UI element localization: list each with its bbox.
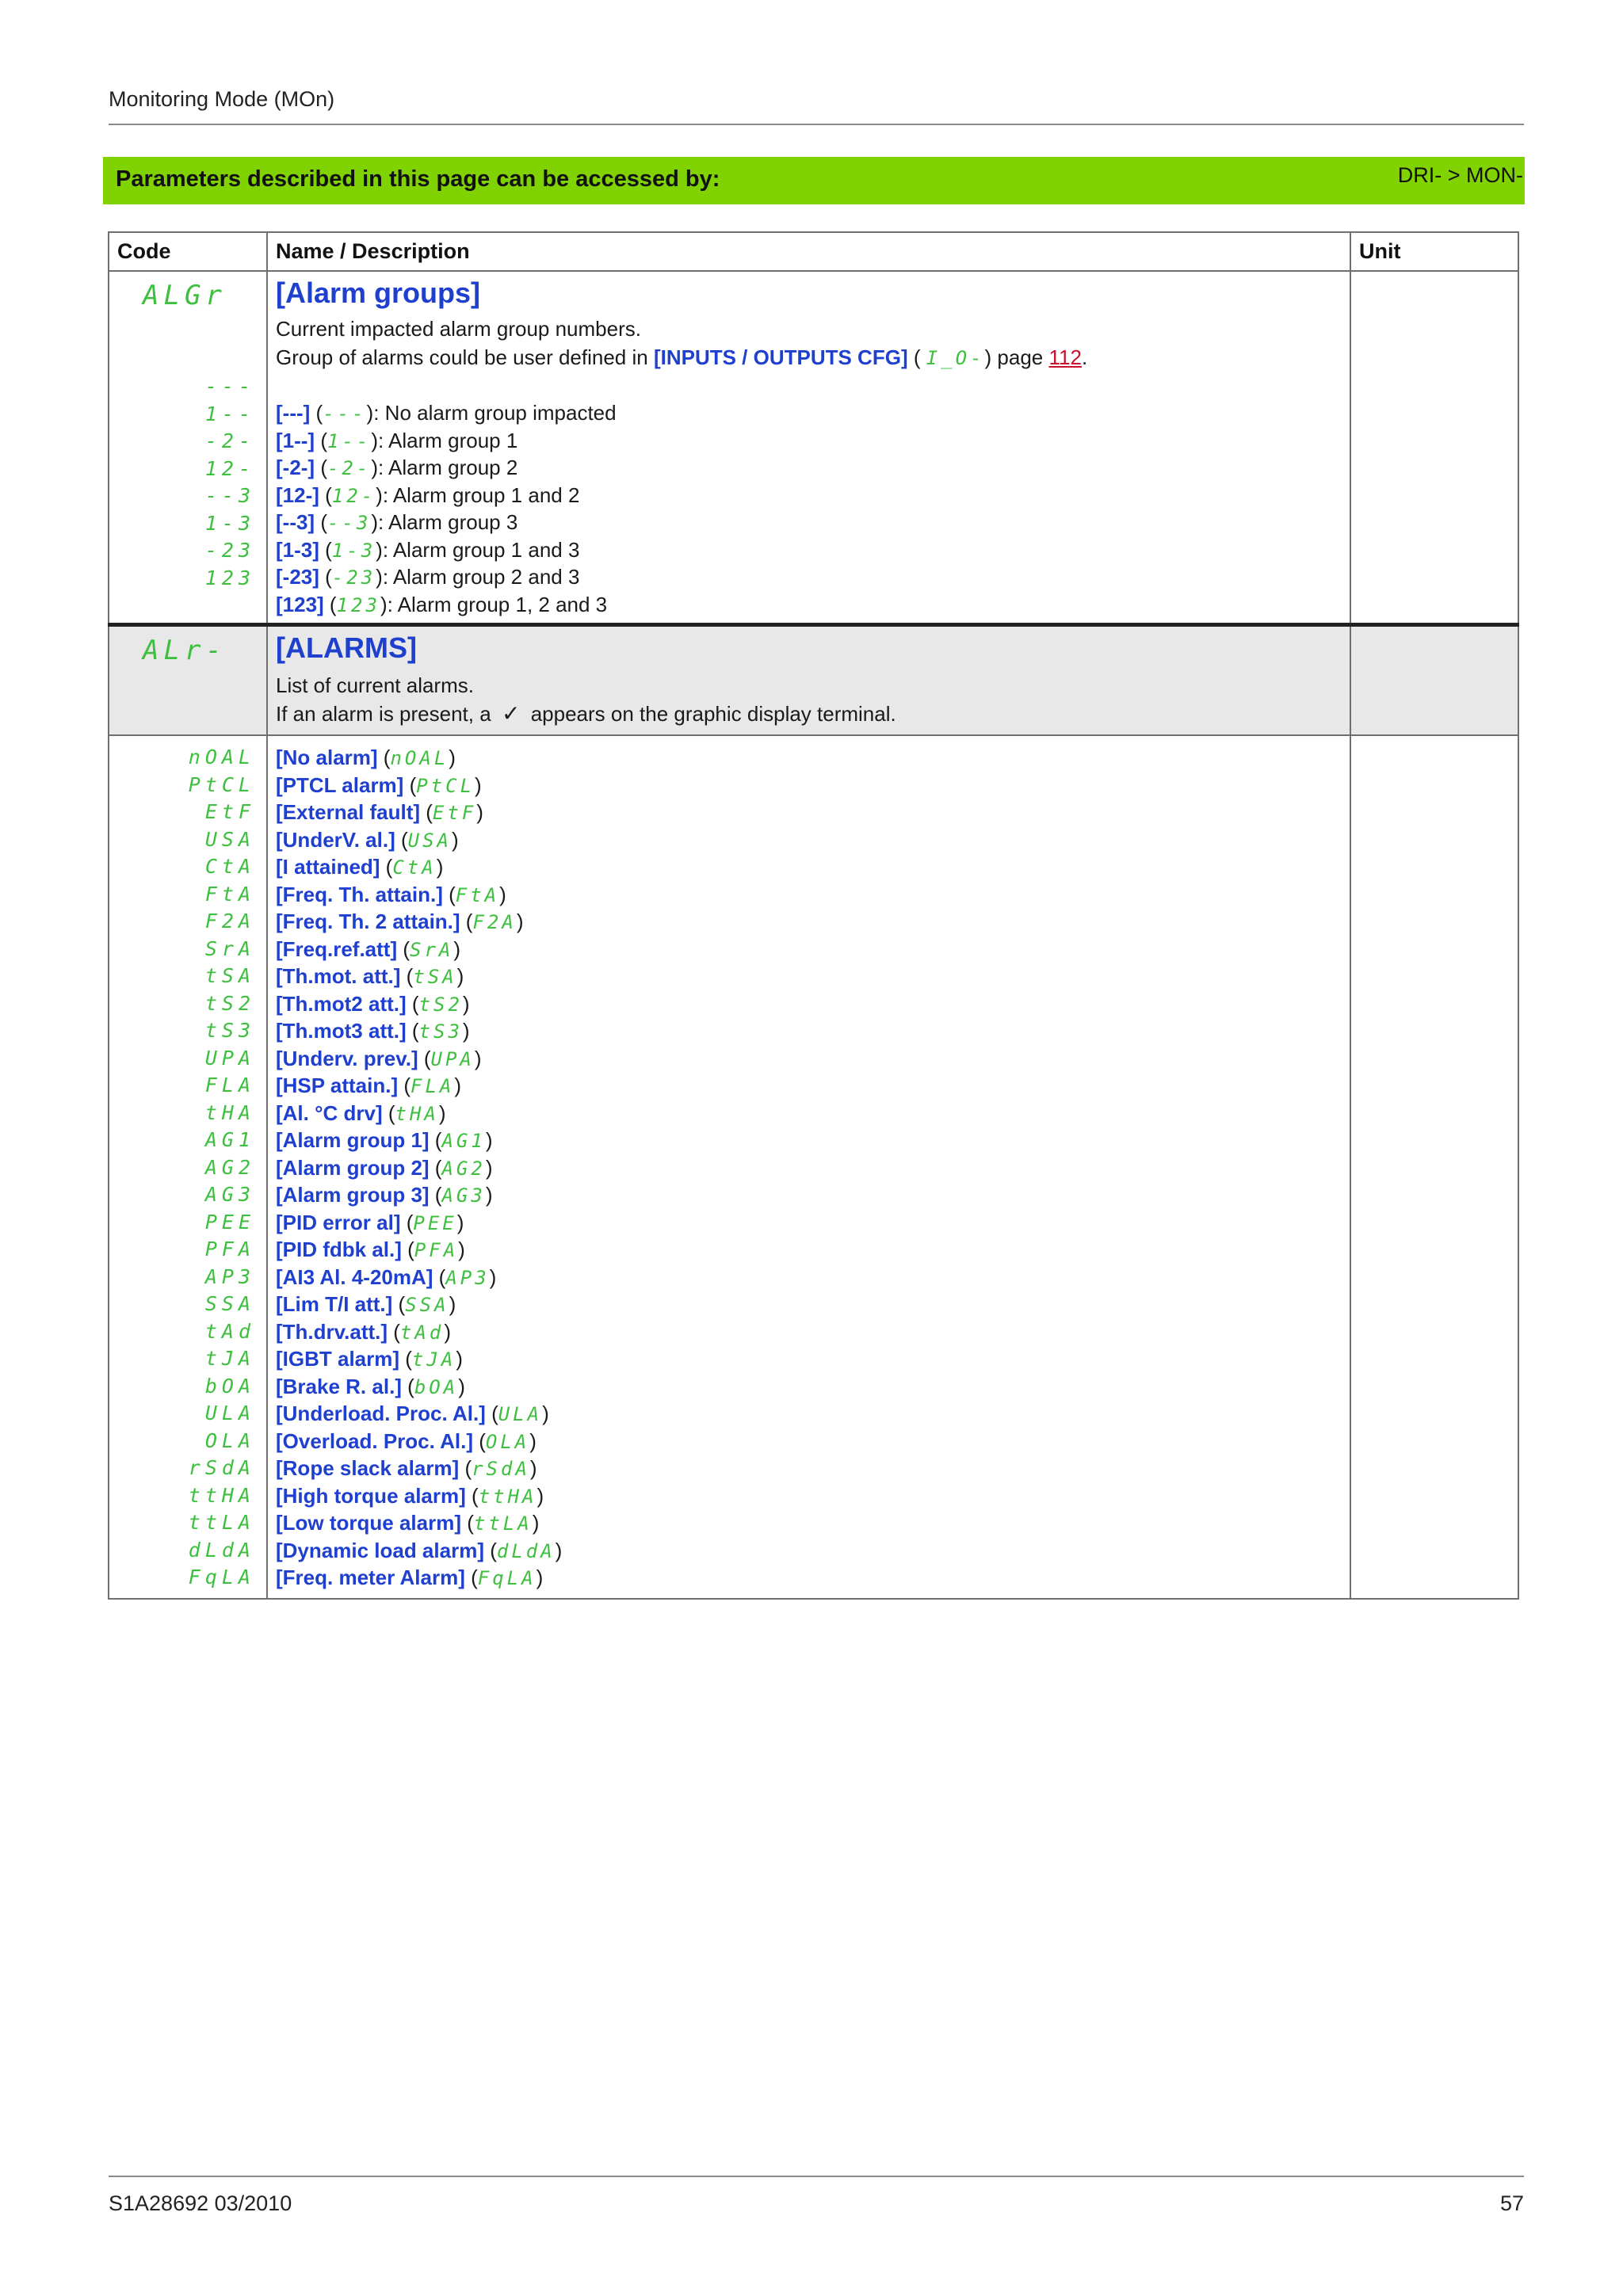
parameter-description-2: Group of alarms could be user defined in [INPUTS / OUTPUTS CFG] ( I_O-) page 112.	[276, 345, 1088, 369]
option-code-inline: 12-	[331, 484, 376, 507]
option-label: [High torque alarm]	[276, 1483, 466, 1508]
option-code: rSdA	[188, 1456, 255, 1479]
option-code-inline: SSA	[405, 1294, 449, 1316]
option-description: : Alarm group 2 and 3	[382, 565, 580, 589]
list-item: [Th.mot3 att.] (tS3)	[276, 1019, 470, 1043]
option-code-inline: tS2	[418, 993, 463, 1016]
unit-cell-alarm-groups	[1350, 271, 1518, 625]
list-item: [Freq. meter Alarm] (FqLA)	[276, 1566, 544, 1589]
option-code-inline: ttLA	[473, 1512, 533, 1535]
option-label: [12-]	[276, 482, 319, 507]
option-description: : Alarm group 1 and 3	[382, 537, 580, 562]
list-item: [Th.mot2 att.] (tS2)	[276, 991, 470, 1016]
option-label: [Brake R. al.]	[276, 1374, 402, 1398]
option-code: 123	[204, 566, 255, 589]
option-label: [Alarm group 3]	[276, 1183, 430, 1207]
option-code-inline: tJA	[411, 1348, 456, 1371]
option-label: [HSP attain.]	[276, 1074, 399, 1097]
option-code: tSA	[204, 964, 255, 987]
column-header-unit: Unit	[1350, 232, 1518, 271]
list-item: [PTCL alarm] (PtCL)	[276, 772, 482, 797]
option-code: AP3	[204, 1264, 255, 1288]
list-item: [-23] (-23): Alarm group 2 and 3	[276, 565, 580, 589]
option-code-inline: bOA	[414, 1375, 459, 1398]
option-code-inline: tSA	[413, 966, 457, 988]
menu-reference[interactable]: [INPUTS / OUTPUTS CFG]	[653, 345, 908, 369]
list-item: [Alarm group 3] (AG3)	[276, 1183, 493, 1207]
option-code: FqLA	[188, 1566, 255, 1589]
list-item: [IGBT alarm] (tJA)	[276, 1347, 463, 1371]
unit-cell-alarms	[1350, 625, 1518, 736]
option-code: PEE	[204, 1210, 255, 1234]
list-item: [---] (---): No alarm group impacted	[276, 401, 617, 425]
option-code-inline: F2A	[472, 911, 517, 933]
option-code-list	[109, 373, 255, 592]
option-label: [Low torque alarm]	[276, 1511, 462, 1535]
option-code: --3	[204, 484, 255, 507]
option-code: bOA	[204, 1374, 255, 1398]
option-code: tHA	[204, 1100, 255, 1124]
option-code-inline: FqLA	[477, 1567, 537, 1589]
option-label: [Freq.ref.att]	[276, 936, 398, 961]
option-code: AG2	[204, 1155, 255, 1179]
option-code: tS3	[204, 1019, 255, 1042]
option-label: [Al. °C drv]	[276, 1100, 383, 1125]
option-code-inline: PtCL	[416, 774, 475, 797]
option-code-inline: AP3	[445, 1266, 490, 1289]
option-code: ttHA	[188, 1483, 255, 1507]
list-item: [Th.mot. att.] (tSA)	[276, 964, 464, 988]
option-code: AG1	[204, 1128, 255, 1151]
name-cell-alarms	[267, 625, 1350, 736]
list-item: [PID error al] (PEE)	[276, 1210, 464, 1234]
option-code-inline: nOAL	[390, 747, 449, 769]
option-code: AG3	[204, 1183, 255, 1206]
option-code: UPA	[204, 1046, 255, 1070]
option-label: [Dynamic load alarm]	[276, 1538, 484, 1562]
menu-code: I_O-	[926, 347, 985, 369]
option-description: : Alarm group 2	[378, 456, 518, 479]
list-item: [Alarm group 2] (AG2)	[276, 1155, 493, 1180]
name-cell-alarm-groups	[267, 271, 1350, 625]
option-code: 1-3	[204, 511, 255, 535]
option-code: ---	[204, 375, 255, 398]
list-item: [Underload. Proc. Al.] (ULA)	[276, 1402, 549, 1425]
option-code-inline: -23	[331, 566, 376, 589]
option-code-inline: PEE	[413, 1211, 457, 1234]
option-code: EtF	[204, 800, 255, 823]
option-code: 12-	[204, 456, 255, 480]
option-code-inline: FLA	[411, 1075, 455, 1097]
option-code: SrA	[204, 936, 255, 960]
option-description: : Alarm group 1, 2 and 3	[387, 592, 608, 616]
option-label: [123]	[276, 592, 324, 616]
option-label: [1--]	[276, 428, 315, 452]
page-link[interactable]: 112	[1048, 345, 1082, 369]
option-description: : Alarm group 1 and 2	[382, 482, 580, 507]
list-item: [12-] (12-): Alarm group 1 and 2	[276, 482, 580, 507]
option-label: [Overload. Proc. Al.]	[276, 1428, 473, 1453]
access-bar	[103, 157, 1525, 204]
option-label: [Freq. Th. attain.]	[276, 882, 443, 906]
option-label: [1-3]	[276, 537, 319, 562]
option-description: : Alarm group 1	[378, 428, 518, 452]
list-item: [Low torque alarm] (ttLA)	[276, 1511, 540, 1535]
option-label: [Underload. Proc. Al.]	[276, 1402, 486, 1425]
access-bar-label: Parameters described in this page can be accessed by:	[116, 166, 720, 192]
column-header-name: Name / Description	[267, 232, 1350, 271]
option-code-inline: FtA	[455, 883, 500, 906]
option-label: [No alarm]	[276, 746, 378, 769]
option-code: PtCL	[188, 772, 255, 796]
option-label: [I attained]	[276, 855, 380, 879]
table-header-row	[109, 232, 1518, 271]
list-item: [Alarm group 1] (AG1)	[276, 1128, 493, 1152]
name-cell-alarm-list	[267, 735, 1350, 1599]
checkmark-icon: ✓	[501, 701, 521, 726]
footer-divider	[109, 2176, 1524, 2177]
option-code: tAd	[204, 1319, 255, 1343]
option-label: [PID error al]	[276, 1210, 401, 1234]
list-item: [PID fdbk al.] (PFA)	[276, 1238, 465, 1261]
option-code-inline: 1--	[327, 429, 372, 452]
list-item: [Overload. Proc. Al.] (OLA)	[276, 1428, 537, 1453]
list-item: [I attained] (CtA)	[276, 855, 444, 879]
option-code-inline: --3	[327, 512, 372, 534]
option-label: [Rope slack alarm]	[276, 1456, 460, 1480]
list-item: [UnderV. al.] (USA)	[276, 827, 459, 852]
table-row-alarms	[109, 625, 1518, 736]
option-code: OLA	[204, 1428, 255, 1452]
option-code-inline: SrA	[410, 938, 454, 961]
option-label: [IGBT alarm]	[276, 1347, 400, 1371]
option-code: SSA	[204, 1292, 255, 1315]
option-code-inline: dLdA	[496, 1539, 556, 1562]
option-label: [--3]	[276, 510, 315, 534]
list-item: [Al. °C drv] (tHA)	[276, 1100, 446, 1125]
code-cell-alarms	[109, 625, 267, 736]
list-item: [123] (123): Alarm group 1, 2 and 3	[276, 592, 608, 616]
option-label: [UnderV. al.]	[276, 827, 395, 852]
option-label: [Freq. Th. 2 attain.]	[276, 910, 460, 933]
option-code: nOAL	[188, 746, 255, 769]
option-code: ttLA	[188, 1511, 255, 1534]
option-label: [Th.drv.att.]	[276, 1319, 388, 1344]
option-code-inline: PFA	[414, 1239, 459, 1261]
option-code-inline: ULA	[498, 1403, 543, 1425]
parameters-table	[108, 231, 1519, 1600]
list-item: [Underv. prev.] (UPA)	[276, 1046, 482, 1070]
option-code: PFA	[204, 1238, 255, 1261]
option-label: [Th.mot. att.]	[276, 964, 401, 988]
option-label: [AI3 Al. 4-20mA]	[276, 1264, 433, 1289]
list-item: [Freq. Th. attain.] (FtA)	[276, 882, 506, 906]
option-code: CtA	[204, 855, 255, 878]
parameter-title: [ALARMS]	[276, 631, 417, 664]
parameter-code: ALGr	[143, 280, 227, 311]
footer-page-number: 57	[1499, 2191, 1524, 2215]
option-code-inline: tAd	[399, 1321, 445, 1344]
option-code: 1--	[204, 402, 255, 425]
option-list	[276, 744, 1342, 1592]
option-code: ULA	[204, 1402, 255, 1425]
option-code-inline: AG2	[441, 1157, 486, 1180]
list-item: [--3] (--3): Alarm group 3	[276, 510, 518, 534]
header-divider	[109, 124, 1524, 125]
option-code: -2-	[204, 429, 255, 452]
option-description: : Alarm group 3	[378, 510, 518, 534]
parameter-description: List of current alarms.	[276, 673, 474, 697]
option-code: dLdA	[188, 1538, 255, 1562]
code-cell-alarm-list	[109, 735, 267, 1599]
option-code-inline: 1-3	[331, 539, 376, 562]
option-label: [Th.mot3 att.]	[276, 1019, 407, 1043]
option-code-inline: tHA	[395, 1102, 439, 1125]
option-label: [External fault]	[276, 800, 421, 824]
option-code: FtA	[204, 882, 255, 906]
list-item: [Freq.ref.att] (SrA)	[276, 936, 461, 961]
list-item: [1--] (1--): Alarm group 1	[276, 428, 518, 452]
option-label: [Lim T/I att.]	[276, 1292, 393, 1316]
unit-cell-alarm-list	[1350, 735, 1518, 1599]
option-label: [PID fdbk al.]	[276, 1238, 402, 1261]
option-code-inline: tS3	[418, 1020, 463, 1043]
option-label: [Alarm group 2]	[276, 1155, 430, 1180]
list-item: [Lim T/I att.] (SSA)	[276, 1292, 456, 1316]
option-code-inline: AG1	[441, 1130, 486, 1152]
option-label: [Th.mot2 att.]	[276, 991, 407, 1016]
list-item: [Th.drv.att.] (tAd)	[276, 1319, 451, 1344]
option-code-inline: ttHA	[478, 1485, 537, 1508]
parameter-description-2: If an alarm is present, a ✓ appears on the graphic display terminal.	[276, 700, 1342, 728]
option-code-inline: ---	[323, 402, 367, 425]
list-item: [1-3] (1-3): Alarm group 1 and 3	[276, 537, 580, 562]
option-label: [Freq. meter Alarm]	[276, 1566, 465, 1589]
option-code-inline: CtA	[392, 856, 437, 879]
list-item: [Dynamic load alarm] (dLdA)	[276, 1538, 563, 1562]
list-item: [Rope slack alarm] (rSdA)	[276, 1456, 537, 1480]
option-code-inline: rSdA	[472, 1458, 530, 1480]
option-list	[276, 399, 1342, 618]
list-item: [Freq. Th. 2 attain.] (F2A)	[276, 910, 524, 933]
option-label: [---]	[276, 401, 311, 425]
option-label: [-23]	[276, 565, 319, 589]
option-code-inline: EtF	[432, 802, 477, 824]
parameter-description: Current impacted alarm group numbers.	[276, 317, 641, 341]
table-row-alarm-groups	[109, 271, 1518, 625]
option-code-inline: -2-	[327, 457, 372, 479]
footer-doc-reference: S1A28692 03/2010	[109, 2191, 292, 2215]
option-description: : No alarm group impacted	[373, 401, 617, 425]
list-item: [-2-] (-2-): Alarm group 2	[276, 456, 518, 479]
option-code: tS2	[204, 991, 255, 1015]
option-code-inline: 123	[336, 593, 380, 616]
option-code-inline: OLA	[485, 1430, 530, 1453]
list-item: [HSP attain.] (FLA)	[276, 1074, 462, 1097]
option-label: [Alarm group 1]	[276, 1128, 430, 1152]
option-code: USA	[204, 827, 255, 851]
option-code-inline: USA	[407, 829, 452, 852]
list-item: [External fault] (EtF)	[276, 800, 483, 824]
option-code: tJA	[204, 1347, 255, 1370]
list-item: [No alarm] (nOAL)	[276, 746, 456, 769]
page-header-title: Monitoring Mode (MOn)	[109, 87, 335, 111]
access-bar-menu-path: DRI- > MON-	[1397, 163, 1523, 187]
column-header-code: Code	[109, 232, 267, 271]
option-code-inline: UPA	[430, 1047, 475, 1070]
option-label: [Underv. prev.]	[276, 1046, 418, 1070]
parameter-code: ALr-	[143, 635, 227, 666]
option-code: FLA	[204, 1074, 255, 1097]
option-label: [-2-]	[276, 456, 315, 479]
option-code-list	[109, 744, 255, 1592]
parameter-title: [Alarm groups]	[276, 277, 481, 309]
list-item: [Brake R. al.] (bOA)	[276, 1374, 465, 1398]
code-cell-alarm-groups	[109, 271, 267, 625]
list-item: [High torque alarm] (ttHA)	[276, 1483, 544, 1508]
table-row-alarm-list	[109, 735, 1518, 1599]
list-item: [AI3 Al. 4-20mA] (AP3)	[276, 1264, 497, 1289]
option-code: F2A	[204, 910, 255, 933]
option-code-inline: AG3	[441, 1184, 486, 1207]
option-code: -23	[204, 539, 255, 562]
option-label: [PTCL alarm]	[276, 772, 404, 797]
